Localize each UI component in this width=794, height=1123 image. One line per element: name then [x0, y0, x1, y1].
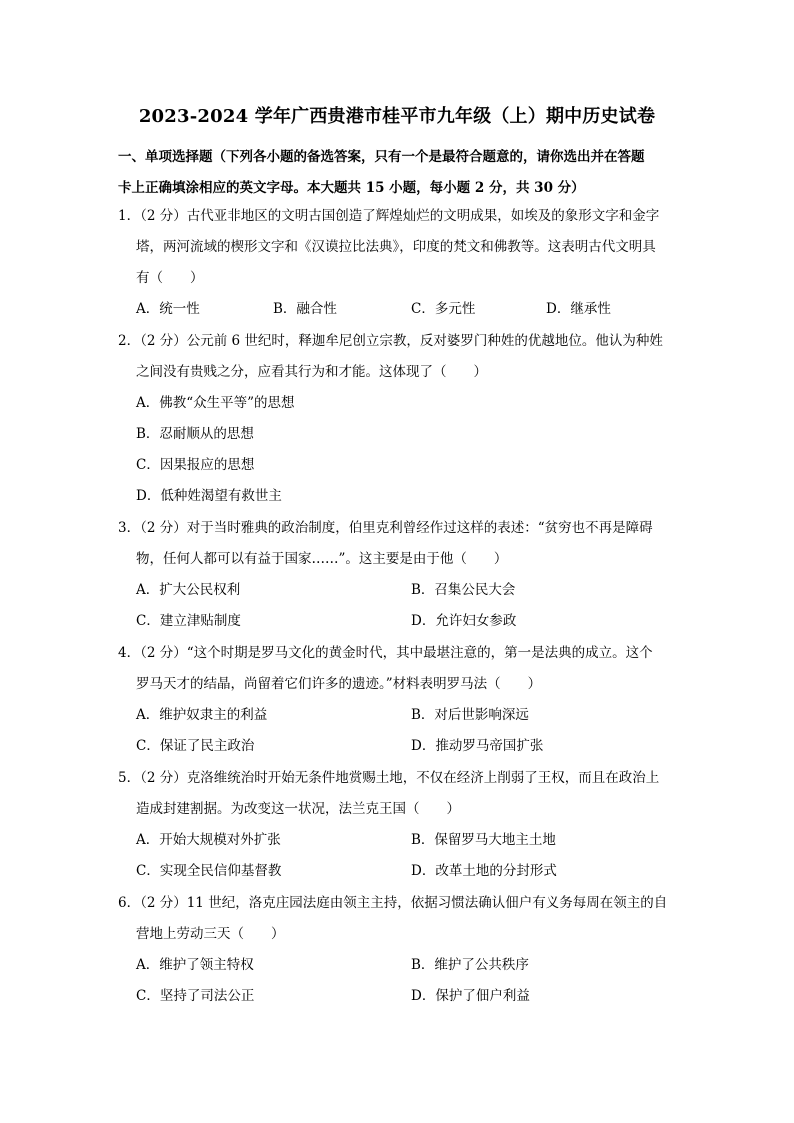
- question-5-option-b[interactable]: B．保留罗马大地主土地: [411, 832, 556, 848]
- question-1-option-c[interactable]: C．多元性: [411, 301, 476, 317]
- question-3-line-2: 物，任何人都可以有益于国家……”。这主要是由于他（ ）: [136, 551, 508, 567]
- question-1-line-2: 塔，两河流域的楔形文字和《汉谟拉比法典》，印度的梵文和佛教等。这表明古代文明具: [136, 239, 656, 255]
- question-6-line-2: 营地上劳动三天（ ）: [136, 926, 285, 942]
- question-4-line-2: 罗马天才的结晶，尚留着它们许多的遗迹。”材料表明罗马法（ ）: [136, 676, 542, 692]
- question-2-option-a[interactable]: A．佛教“众生平等”的思想: [136, 395, 295, 411]
- question-3-option-b[interactable]: B．召集公民大会: [411, 582, 516, 598]
- question-6-option-d[interactable]: D．保护了佃户利益: [411, 988, 530, 1004]
- question-2-option-c[interactable]: C．因果报应的思想: [136, 457, 255, 473]
- question-4-option-b[interactable]: B．对后世影响深远: [411, 707, 529, 723]
- question-3-option-a[interactable]: A．扩大公民权利: [136, 582, 241, 598]
- question-2-option-b[interactable]: B．忍耐顺从的思想: [136, 426, 254, 442]
- question-4-option-c[interactable]: C．保证了民主政治: [136, 738, 255, 754]
- question-6-line-1: 6．（2 分）11 世纪，洛克庄园法庭由领主主持，依据习惯法确认佃户有义务每周在领主的自: [118, 895, 668, 911]
- question-1-option-b[interactable]: B．融合性: [273, 301, 337, 317]
- question-1-line-3: 有（ ）: [136, 270, 204, 286]
- section-heading-line-2: 卡上正确填涂相应的英文字母。本大题共 15 小题，每小题 2 分，共 30 分）: [118, 180, 585, 196]
- question-3-line-1: 3．（2 分）对于当时雅典的政治制度，伯里克利曾经作过这样的表述：“贫穷也不再是障碍: [118, 520, 653, 536]
- exam-title: 2023-2024 学年广西贵港市桂平市九年级（上）期中历史试卷: [138, 106, 656, 127]
- question-6-option-c[interactable]: C．坚持了司法公正: [136, 988, 255, 1004]
- question-1-line-1: 1．（2 分）古代亚非地区的文明古国创造了辉煌灿烂的文明成果，如埃及的象形文字和金字: [118, 208, 660, 224]
- question-5-line-1: 5．（2 分）克洛维统治时开始无条件地赏赐土地，不仅在经济上削弱了王权，而且在政治上: [118, 770, 660, 786]
- question-5-option-c[interactable]: C．实现全民信仰基督教: [136, 863, 282, 879]
- question-2-line-2: 之间没有贵贱之分，应看其行为和才能。这体现了（ ）: [136, 364, 487, 380]
- question-3-option-c[interactable]: C．建立津贴制度: [136, 613, 241, 629]
- section-heading: [118, 142, 678, 204]
- question-6-option-b[interactable]: B．维护了公共秩序: [411, 957, 529, 973]
- question-5-option-d[interactable]: D．改革土地的分封形式: [411, 863, 557, 879]
- question-4-line-1: 4．（2 分）“这个时期是罗马文化的黄金时代，其中最堪注意的，第一是法典的成立。这个: [118, 645, 653, 661]
- question-1-option-d[interactable]: D．继承性: [546, 301, 611, 317]
- question-2-line-1: 2．（2 分）公元前 6 世纪时，释迦牟尼创立宗教，反对婆罗门种姓的优越地位。他认为种姓: [118, 333, 663, 349]
- question-5-line-2: 造成封建割据。为改变这一状况，法兰克王国（ ）: [136, 801, 460, 817]
- question-4-option-a[interactable]: A．维护奴隶主的利益: [136, 707, 268, 723]
- question-2-option-d[interactable]: D．低种姓渴望有救世主: [136, 488, 282, 504]
- section-heading-line-1: 一、单项选择题（下列各小题的备选答案，只有一个是最符合题意的，请你选出并在答题: [118, 149, 645, 165]
- question-3-option-d[interactable]: D．允许妇女参政: [411, 613, 517, 629]
- question-1-option-a[interactable]: A．统一性: [136, 301, 200, 317]
- question-6-option-a[interactable]: A．维护了领主特权: [136, 957, 254, 973]
- question-4-option-d[interactable]: D．推动罗马帝国扩张: [411, 738, 544, 754]
- question-5-option-a[interactable]: A．开始大规模对外扩张: [136, 832, 281, 848]
